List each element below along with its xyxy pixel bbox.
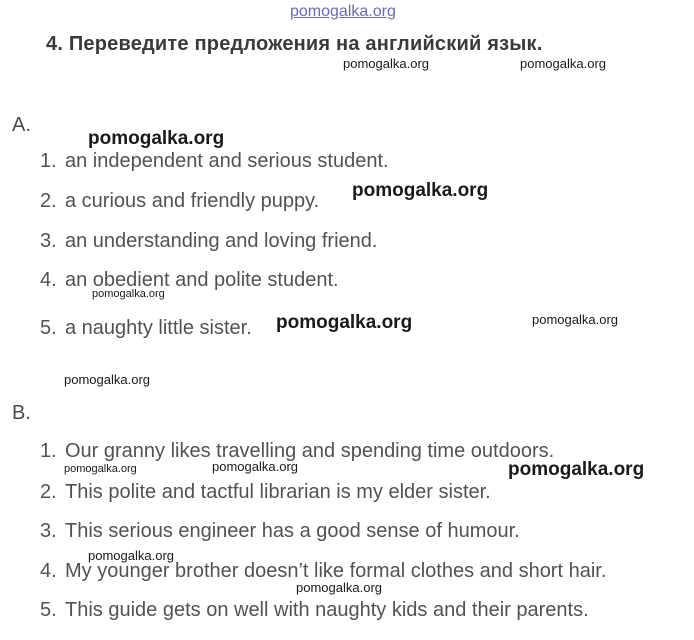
watermark: pomogalka.org bbox=[343, 56, 429, 71]
item-text: My younger brother doesn’t like formal clothes and short hair. bbox=[65, 560, 607, 582]
item-text: a curious and friendly puppy. bbox=[65, 190, 320, 212]
watermark: pomogalka.org bbox=[212, 459, 298, 474]
section-a-label: A. bbox=[12, 114, 31, 136]
watermark: pomogalka.org bbox=[508, 459, 645, 480]
item-number: 5. bbox=[40, 317, 57, 339]
watermark: pomogalka.org bbox=[64, 463, 137, 475]
item-number: 2. bbox=[40, 481, 57, 503]
list-item bbox=[40, 317, 252, 340]
list-item bbox=[40, 269, 339, 292]
item-text: a naughty little sister. bbox=[65, 317, 252, 339]
item-text: an independent and serious student. bbox=[65, 150, 389, 172]
list-item bbox=[40, 230, 377, 253]
section-b-label: B. bbox=[12, 402, 31, 424]
item-number: 1. bbox=[40, 150, 57, 172]
item-text: This guide gets on well with naughty kids and their parents. bbox=[65, 599, 589, 621]
watermark: pomogalka.org bbox=[520, 56, 606, 71]
site-link[interactable]: pomogalka.org bbox=[290, 3, 396, 20]
item-number: 5. bbox=[40, 599, 57, 621]
item-number: 1. bbox=[40, 440, 57, 462]
item-number: 4. bbox=[40, 269, 57, 291]
list-item bbox=[40, 599, 589, 622]
watermark: pomogalka.org bbox=[88, 548, 174, 563]
item-text: This polite and tactful librarian is my elder sister. bbox=[65, 481, 491, 503]
watermark: pomogalka.org bbox=[64, 372, 150, 387]
watermark: pomogalka.org bbox=[88, 128, 225, 149]
watermark: pomogalka.org bbox=[532, 312, 618, 327]
task-title: 4. Переведите предложения на английский язык. bbox=[46, 33, 543, 55]
item-text: Our granny likes travelling and spending time outdoors. bbox=[65, 440, 555, 462]
item-text: This serious engineer has a good sense of humour. bbox=[65, 520, 520, 542]
list-item bbox=[40, 150, 389, 173]
watermark: pomogalka.org bbox=[352, 180, 489, 201]
watermark: pomogalka.org bbox=[92, 288, 165, 300]
item-number: 3. bbox=[40, 230, 57, 252]
item-number: 3. bbox=[40, 520, 57, 542]
watermark: pomogalka.org bbox=[296, 580, 382, 595]
watermark: pomogalka.org bbox=[276, 312, 413, 333]
item-number: 2. bbox=[40, 190, 57, 212]
list-item bbox=[40, 520, 520, 543]
list-item bbox=[40, 481, 491, 504]
item-text: an obedient and polite student. bbox=[65, 269, 339, 291]
item-text: an understanding and loving friend. bbox=[65, 230, 378, 252]
item-number: 4. bbox=[40, 560, 57, 582]
list-item bbox=[40, 190, 319, 213]
